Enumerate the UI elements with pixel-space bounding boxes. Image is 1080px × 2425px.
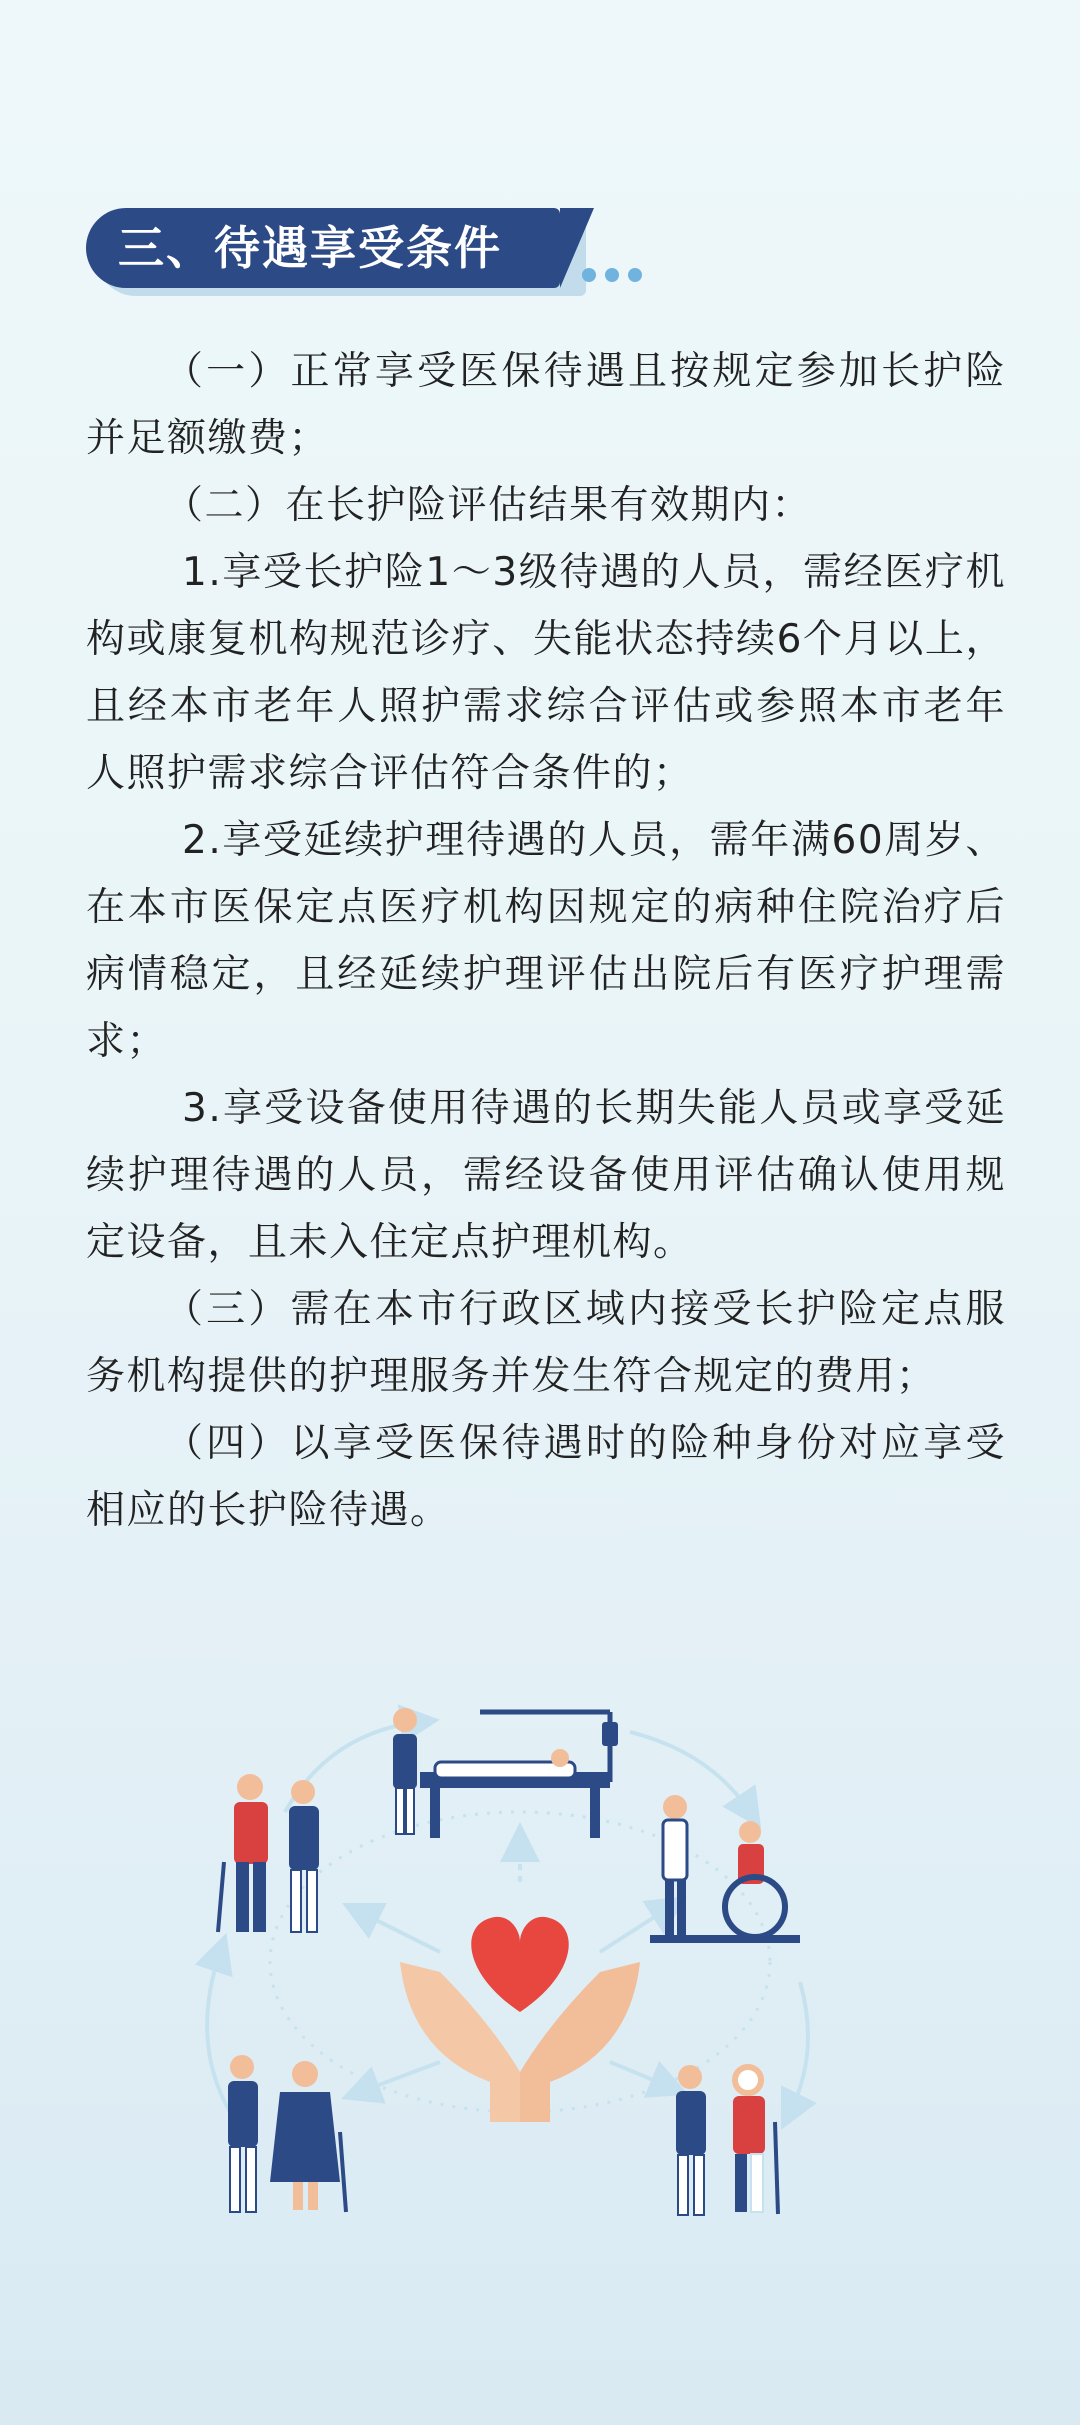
dot xyxy=(605,268,619,282)
injured-patient-icon xyxy=(676,2065,778,2215)
section-title: 三、待遇享受条件 xyxy=(118,221,502,275)
wheelchair-icon xyxy=(650,1795,800,1943)
dot xyxy=(582,268,596,282)
care-illustration-svg xyxy=(190,1692,850,2252)
section-header xyxy=(86,208,686,294)
nurse-elder-icon xyxy=(228,2055,346,2212)
header-dots xyxy=(582,268,642,282)
care-illustration xyxy=(190,1692,850,2252)
paragraph-four: （四）以享受医保待遇时的险种身份对应享受相应的长护险待遇。 xyxy=(86,1421,1006,1533)
paragraph-one: （一）正常享受医保待遇且按规定参加长护险并足额缴费； xyxy=(86,349,1006,461)
paragraph-two: （二）在长护险评估结果有效期内： xyxy=(164,483,813,528)
paragraph-three: （三）需在本市行政区域内接受长护险定点服务机构提供的护理服务并发生符合规定的费用； xyxy=(86,1287,1006,1399)
content-body xyxy=(86,338,1006,1544)
dot xyxy=(628,268,642,282)
paragraph-item-1: 1.享受长护险1～3级待遇的人员，需经医疗机构或康复机构规范诊疗、失能状态持续6个月以上，且经本市老年人照护需求综合评估或参照本市老年人照护需求综合评估符合条件的； xyxy=(86,550,1006,796)
paragraph-item-3: 3.享受设备使用待遇的长期失能人员或享受延续护理待遇的人员，需经设备使用评估确认使用规定设备，且未入住定点护理机构。 xyxy=(86,1086,1006,1265)
paragraph-item-2: 2.享受延续护理待遇的人员，需年满60周岁、在本市医保定点医疗机构因规定的病种住院治疗后病情稳定，且经延续护理评估出院后有医疗护理需求； xyxy=(86,818,1006,1064)
elderly-couple-icon xyxy=(218,1774,319,1932)
